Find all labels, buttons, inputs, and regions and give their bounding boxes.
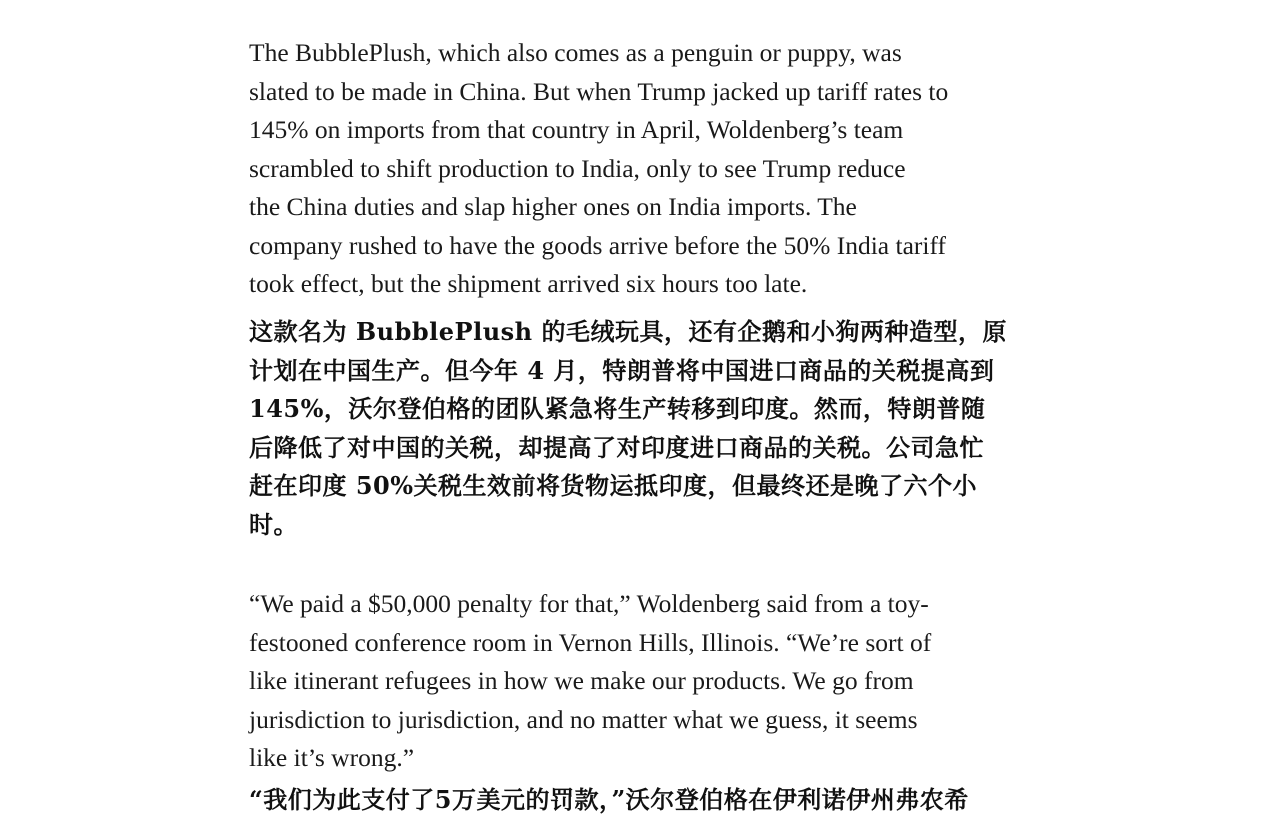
text-line: “We paid a $50,000 penalty for that,” Woldenberg said from a toy- — [249, 589, 929, 618]
text-line: took effect, but the shipment arrived six hours too late. — [249, 269, 808, 298]
text-line: “我们为此支付了5万美元的罚款，”沃尔登伯格在伊利诺伊州弗农希 — [249, 785, 969, 814]
text-line: 赶在印度 50%关税生效前将货物运抵印度，但最终还是晚了六个小 — [249, 471, 978, 500]
text-line: 145% on imports from that country in April, Woldenberg’s team — [249, 115, 904, 144]
paragraph-english-2 — [249, 585, 1069, 778]
text-line: the China duties and slap higher ones on India imports. The — [249, 192, 857, 221]
paragraph-chinese-1 — [249, 313, 1069, 544]
text-line: jurisdiction to jurisdiction, and no matter what we guess, it seems — [249, 704, 918, 734]
paragraph-english-1 — [249, 34, 1069, 304]
paragraph-chinese-2 — [249, 781, 1069, 820]
text-line: slated to be made in China. But when Trump jacked up tariff rates to — [249, 76, 949, 106]
text-line: like it’s wrong.” — [249, 743, 415, 772]
text-line: 这款名为 BubblePlush 的毛绒玩具，还有企鹅和小狗两种造型，原 — [249, 317, 1007, 346]
text-line: The BubblePlush, which also comes as a penguin or puppy, was — [249, 38, 902, 67]
text-line: 计划在中国生产。但今年 4 月，特朗普将中国进口商品的关税提高到 — [249, 355, 995, 385]
text-line: 145%，沃尔登伯格的团队紧急将生产转移到印度。然而，特朗普随 — [249, 394, 986, 423]
text-line: company rushed to have the goods arrive before the 50% India tariff — [249, 230, 946, 260]
text-line: like itinerant refugees in how we make our products. We go from — [249, 666, 914, 695]
text-line: scrambled to shift production to India, only to see Trump reduce — [249, 153, 906, 183]
text-line: 后降低了对中国的关税，却提高了对印度进口商品的关税。公司急忙 — [249, 432, 984, 462]
text-line: 时。 — [249, 509, 298, 539]
text-line: festooned conference room in Vernon Hills, Illinois. “We’re sort of — [249, 627, 932, 657]
